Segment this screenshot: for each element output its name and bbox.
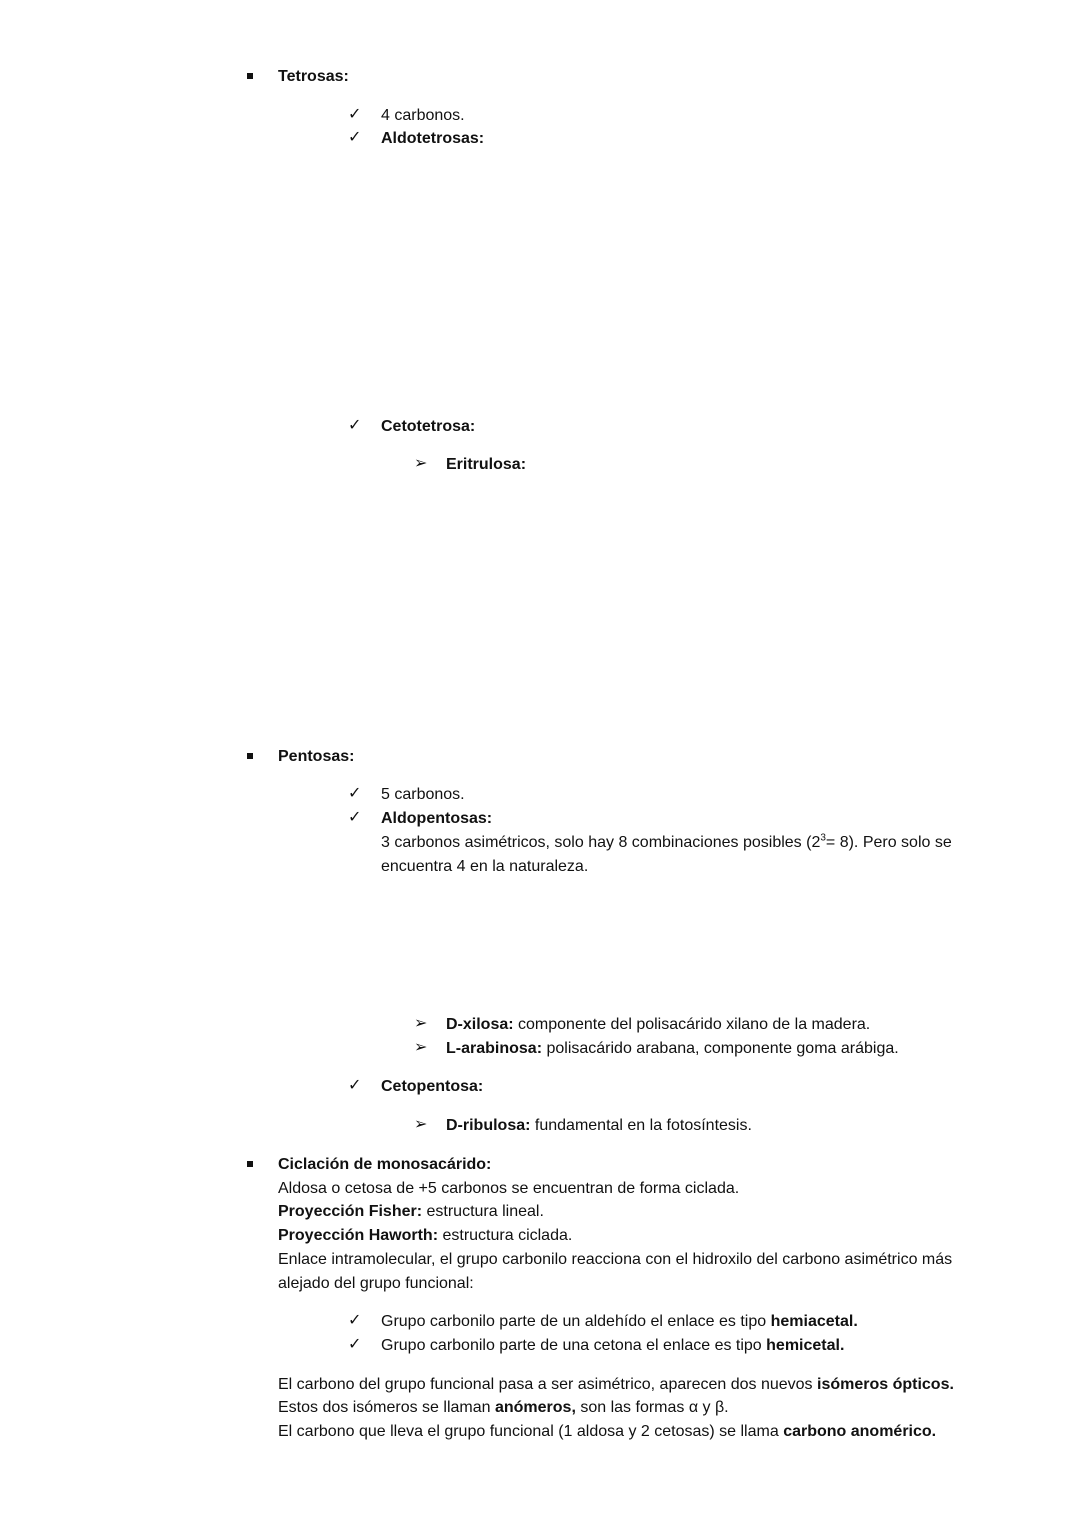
checkmark-icon: ✓ xyxy=(348,1077,362,1094)
checkmark-icon: ✓ xyxy=(348,1336,362,1353)
square-bullet-icon xyxy=(247,753,253,759)
arrowhead-bullet-icon: ➢ xyxy=(414,455,428,472)
eritrulosa-heading: Eritrulosa: xyxy=(446,456,527,473)
xilosa-item: D-xilosa: componente del polisacárido xilano de la madera. xyxy=(446,1016,871,1033)
fisher-line: Proyección Fisher: estructura lineal. xyxy=(278,1203,544,1220)
anomeros-paragraph-line-2: Estos dos isómeros se llaman anómeros, son las formas α y β. xyxy=(278,1399,729,1416)
section-heading-pentosas: Pentosas: xyxy=(278,748,355,765)
anomeros-paragraph-line-1: El carbono del grupo funcional pasa a ser asimétrico, aparecen dos nuevos isómeros ópticos. xyxy=(278,1376,954,1393)
section-heading-tetrosas: Tetrosas: xyxy=(278,68,349,85)
arrowhead-bullet-icon: ➢ xyxy=(414,1015,428,1032)
checkmark-icon: ✓ xyxy=(348,809,362,826)
tetrosas-carbons: 4 carbonos. xyxy=(381,107,465,124)
arrowhead-bullet-icon: ➢ xyxy=(414,1116,428,1133)
ribulosa-item: D-ribulosa: fundamental en la fotosíntesis. xyxy=(446,1117,752,1134)
square-bullet-icon xyxy=(247,73,253,79)
square-bullet-icon xyxy=(247,1161,253,1167)
checkmark-icon: ✓ xyxy=(348,785,362,802)
checkmark-icon: ✓ xyxy=(348,129,362,146)
ciclacion-line-4: Enlace intramolecular, el grupo carbonilo reacciona con el hidroxilo del carbono asimétrico más xyxy=(278,1251,953,1268)
haworth-line: Proyección Haworth: estructura ciclada. xyxy=(278,1227,573,1244)
cetotetrosa-heading: Cetotetrosa: xyxy=(381,418,476,435)
cetopentosa-heading: Cetopentosa: xyxy=(381,1078,484,1095)
checkmark-icon: ✓ xyxy=(348,417,362,434)
aldopentosas-heading: Aldopentosas: xyxy=(381,810,493,827)
aldopentosas-text-line-2: encuentra 4 en la naturaleza. xyxy=(381,858,589,875)
checkmark-icon: ✓ xyxy=(348,1312,362,1329)
arrowhead-bullet-icon: ➢ xyxy=(414,1039,428,1056)
ciclacion-line-5: alejado del grupo funcional: xyxy=(278,1275,474,1292)
aldopentosas-text-line-1: 3 carbonos asimétricos, solo hay 8 combinaciones posibles $(2^3= 8)$. Pero solo se xyxy=(381,832,952,851)
anomeros-paragraph-line-3: El carbono que lleva el grupo funcional (1 aldosa y 2 cetosas) se llama carbono anomérico. xyxy=(278,1423,937,1440)
hemicetal-item: Grupo carbonilo parte de una cetona el enlace es tipo hemicetal. xyxy=(381,1337,845,1354)
aldotetrosas-heading: Aldotetrosas: xyxy=(381,130,485,147)
ciclacion-line-1: Aldosa o cetosa de +5 carbonos se encuentran de forma ciclada. xyxy=(278,1180,740,1197)
checkmark-icon: ✓ xyxy=(348,106,362,123)
hemiacetal-item: Grupo carbonilo parte de un aldehído el enlace es tipo hemiacetal. xyxy=(381,1313,858,1330)
arabinosa-item: L-arabinosa: polisacárido arabana, componente goma arábiga. xyxy=(446,1040,899,1057)
section-heading-ciclacion: Ciclación de monosacárido: xyxy=(278,1156,492,1173)
pentosas-carbons: 5 carbonos. xyxy=(381,786,465,803)
